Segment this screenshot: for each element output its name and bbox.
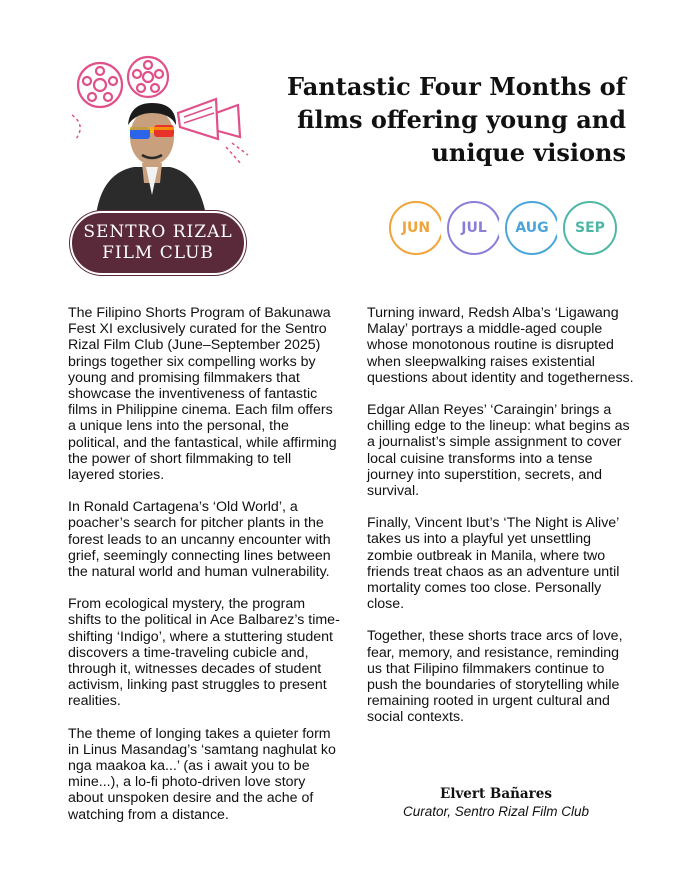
month-sep: [556, 194, 624, 262]
curator-role: Curator, Sentro Rizal Film Club: [402, 804, 590, 819]
month-jul-label: JUL: [461, 220, 487, 236]
paragraph-intro: The Filipino Shorts Program of Bakunawa Fest XI exclusively curated for the Sentro Rizal Film Club (June–September 2025) brings together six compelling works by young and promising filmmakers that showcase the inventiveness of fantastic films in Philippine cinema. Each film offers a unique lens into the personal, the political, and the fantastical, while affirming the power of short filmmaking to tell layered stories.: [68, 305, 337, 484]
signature: [367, 785, 625, 821]
headline-line-2: films offering young and: [297, 105, 626, 134]
paragraph-ligawang-malay: Turning inward, Redsh Alba’s ‘Ligawang Malay’ portrays a middle-aged couple whose monotonous routine is disrupted when sleepwalking raises existential questions about identity and togetherness.: [367, 305, 634, 386]
body-column-right: [367, 305, 635, 742]
curator-name: Elvert Bañares: [440, 786, 552, 802]
month-jun-ring: [389, 201, 443, 255]
paragraph-night-is-alive: Finally, Vincent Ibut’s ‘The Night is Alive’ takes us into a playful yet unsettling zombie outbreak in Manila, where two friends treat chaos as an adventure until mortality comes too close. Personally close.: [367, 515, 620, 613]
body-column-left: [68, 305, 340, 839]
paragraph-samtang: The theme of longing takes a quieter form in Linus Masandag’s ‘samtang naghulat ko nga maakoa ka...’ (as i await you to be mine...), a lo-fi photo-driven love story about unspoken desire and the ache of watching from a distance.: [68, 725, 336, 823]
month-circles: [382, 194, 638, 264]
paragraph-old-world: In Ronald Cartagena’s ‘Old World’, a poacher’s search for pitcher plants in the forest leads to an uncanny encounter with grief, seemingly connecting lines between the natural world and human vulnerability.: [68, 499, 331, 581]
logo-line-2: FILM CLUB: [102, 243, 214, 263]
sentro-rizal-logo: [66, 55, 252, 275]
rizal-figure: [96, 103, 206, 215]
film-camera-portrait-illustration: [66, 55, 252, 225]
month-aug-label: AUG: [515, 220, 549, 236]
month-jul-ring: [447, 201, 501, 255]
headline-line-3: unique visions: [431, 138, 626, 167]
headline-line-1: Fantastic Four Months of: [287, 72, 626, 101]
month-sep-label: SEP: [575, 220, 605, 236]
paragraph-conclusion: Together, these shorts trace arcs of love, fear, memory, and resistance, reminding us that Filipino filmmakers continue to push the boundaries of storytelling while remaining rooted in urgent cultural and social contexts.: [367, 628, 623, 726]
logo-line-1: SENTRO RIZAL: [83, 222, 233, 242]
month-sep-ring: [563, 201, 617, 255]
headline: [246, 70, 626, 169]
month-jun-label: JUN: [401, 220, 431, 236]
paragraph-indigo: From ecological mystery, the program shifts to the political in Ace Balbarez’s time-shifting ‘Indigo’, where a stuttering student discovers a time-traveling cubicle and, through it, witnesses decades of student activism, linking past struggles to present realities.: [68, 596, 340, 710]
logo-badge: [70, 211, 246, 275]
paragraph-caraingin: Edgar Allan Reyes’ ‘Caraingin’ brings a chilling edge to the lineup: what begins as a journalist’s simple assignment to cover local cuisine transforms into a tense journey into superstition, secrets, and survival.: [367, 402, 630, 500]
month-aug-ring: [505, 201, 559, 255]
